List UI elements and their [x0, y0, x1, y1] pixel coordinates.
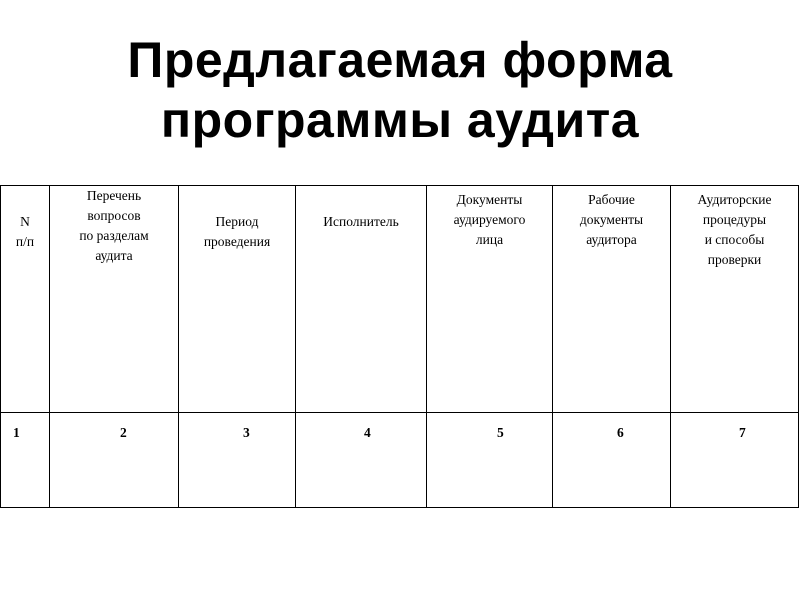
header-cell-procedures — [671, 186, 799, 413]
number-cell: 5 — [427, 413, 553, 508]
number-cell: 7 — [671, 413, 799, 508]
slide-title-line-1: Предлагаемая форма — [127, 32, 673, 88]
header-text: Исполнитель — [323, 214, 399, 229]
header-cell-number — [1, 186, 50, 413]
header-text: Период проведения — [203, 214, 271, 249]
header-text: Перечень вопросов по разделам аудита — [79, 188, 149, 263]
header-cell-working-docs — [553, 186, 671, 413]
number-cell: 1 — [1, 413, 50, 508]
number-cell: 6 — [553, 413, 671, 508]
header-text: Рабочие документы аудитора — [579, 192, 644, 247]
number-cell: 4 — [296, 413, 427, 508]
number-cell: 2 — [50, 413, 179, 508]
table-number-row — [1, 413, 799, 508]
header-text: Документы аудируемого лица — [453, 192, 526, 247]
header-cell-period — [179, 186, 296, 413]
slide-title — [0, 30, 800, 150]
header-cell-questions — [50, 186, 179, 413]
slide-title-line-2: программы аудита — [160, 92, 640, 148]
header-cell-executor — [296, 186, 427, 413]
number-cell: 3 — [179, 413, 296, 508]
audit-program-table — [0, 185, 799, 508]
table-header-row — [1, 186, 799, 413]
header-cell-auditee-docs — [427, 186, 553, 413]
header-text: Аудиторские процедуры и способы проверки — [697, 192, 772, 267]
header-text: N п/п — [15, 214, 35, 249]
